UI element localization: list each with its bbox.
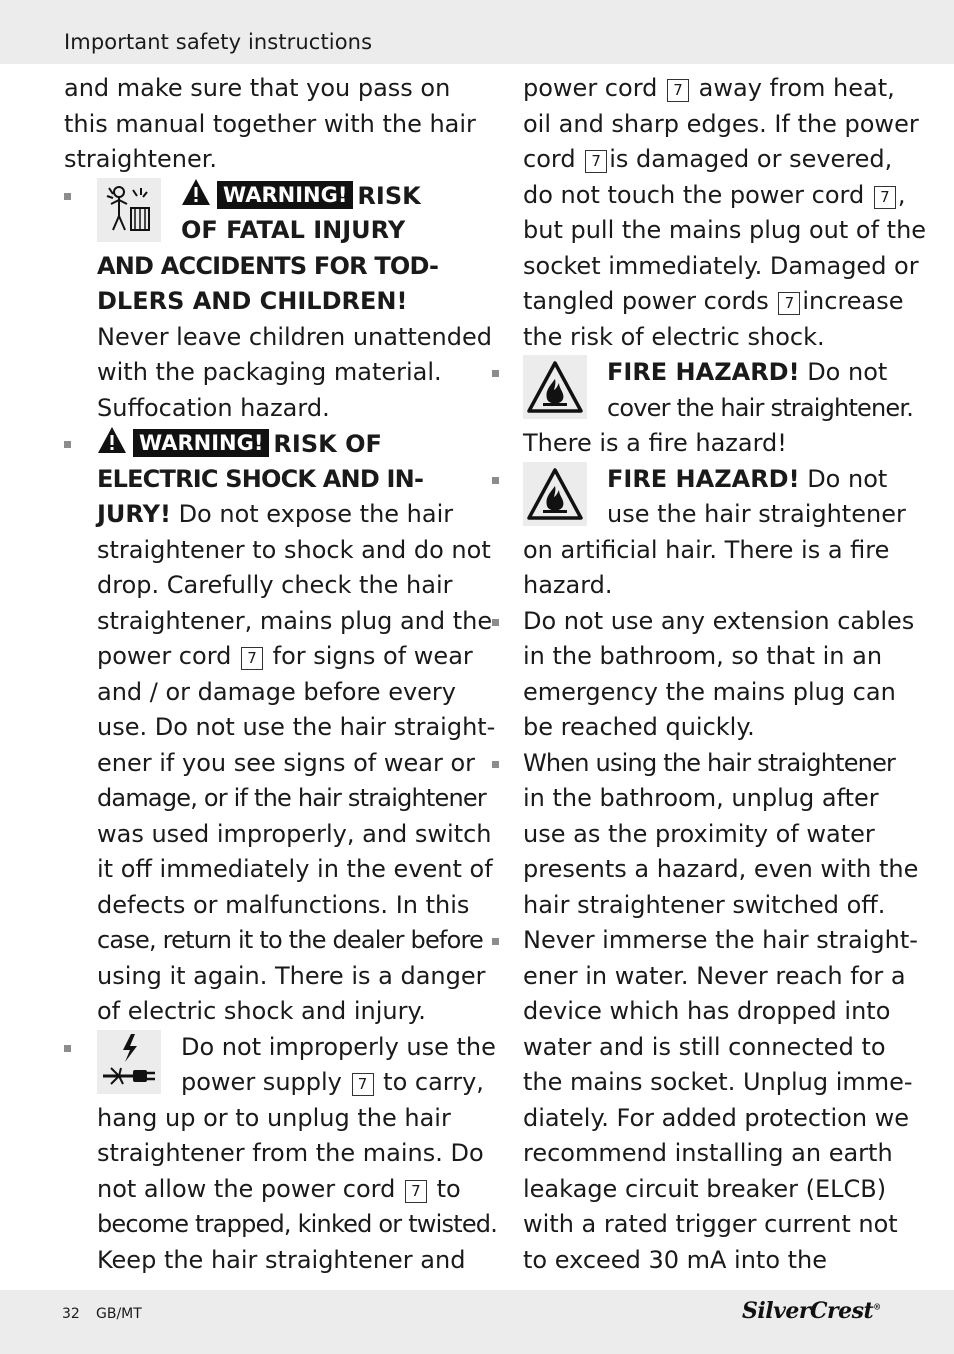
- brand-logo: [742, 1298, 881, 1324]
- language-code: GB/MT: [96, 1306, 142, 1322]
- text-line: the risk of electric shock.: [523, 322, 825, 351]
- text-span: Never immerse the hair straight-: [523, 926, 918, 954]
- reference-number: 7: [405, 1180, 427, 1203]
- text-span: Do not: [807, 464, 888, 493]
- text-line: use. Do not use the hair straight-: [97, 713, 496, 741]
- text-line: straightener, mains plug and the: [97, 606, 493, 635]
- text-line: [64, 1065, 484, 1101]
- warning-heading: RISK: [357, 181, 421, 210]
- text-line: straightener from the mains. Do: [97, 1139, 484, 1167]
- text-line: emergency the mains plug can: [523, 677, 896, 706]
- text-line: this manual together with the hair: [64, 109, 476, 138]
- text-line: become trapped, kinked or twisted.: [97, 1210, 498, 1238]
- reference-number: 7: [874, 186, 896, 209]
- text-line: using it again. There is a danger: [97, 961, 486, 990]
- text-line: case, return it to the dealer before: [97, 926, 483, 954]
- text-line: to exceed 30 mA into the: [523, 1245, 828, 1274]
- text-line: in the bathroom, unplug after: [523, 784, 879, 812]
- text-line: ener in water. Never reach for a: [523, 961, 906, 990]
- text-line: with the packaging material.: [97, 358, 442, 386]
- warning-badge: WARNING!: [217, 181, 353, 209]
- text-line: socket immediately. Damaged or: [523, 251, 919, 280]
- text-line: use as the proximity of water: [523, 819, 875, 848]
- text-span: increase: [802, 287, 904, 315]
- warning-triangle-icon: [97, 426, 127, 454]
- text-line: [523, 355, 893, 391]
- text-line: [523, 923, 918, 959]
- text-span: Do not improperly use the: [181, 1032, 496, 1061]
- text-line: leakage circuit breaker (ELCB): [523, 1174, 887, 1203]
- warning-heading-line: [64, 178, 464, 214]
- bullet-icon: [492, 938, 499, 945]
- text-line: ener if you see signs of wear or: [97, 748, 476, 777]
- text-line: defects or malfunctions. In this: [97, 890, 470, 919]
- text-span: tangled power cords: [523, 287, 769, 315]
- text-line: but pull the mains plug out of the: [523, 216, 927, 244]
- text-line: straightener.: [64, 145, 218, 173]
- warning-heading: ELECTRIC SHOCK AND IN-: [97, 464, 424, 493]
- text-line: Keep the hair straightener and: [97, 1245, 466, 1274]
- text-line: the mains socket. Unplug imme-: [523, 1068, 913, 1096]
- text-span: Do not use any extension cables: [523, 606, 915, 635]
- text-line: [64, 1172, 464, 1208]
- bullet-icon: [64, 441, 71, 448]
- text-line: Never leave children unattended: [97, 322, 493, 351]
- text-line: [523, 71, 893, 107]
- reference-number: 7: [352, 1073, 374, 1096]
- bullet-icon: [64, 193, 71, 200]
- bullet-icon: [492, 761, 499, 768]
- text-span: cord: [523, 145, 576, 173]
- warning-heading: JURY!: [97, 500, 171, 528]
- text-span: do not touch the power cord: [523, 180, 865, 209]
- text-line: water and is still connected to: [523, 1032, 886, 1061]
- warning-badge: WARNING!: [133, 429, 269, 457]
- text-line: and / or damage before every: [97, 677, 457, 706]
- text-span: for signs of wear: [272, 642, 473, 670]
- text-line: There is a fire hazard!: [523, 429, 787, 457]
- warning-heading: DLERS AND CHILDREN!: [97, 287, 408, 315]
- reference-number: 7: [585, 150, 607, 173]
- warning-heading-line: [64, 426, 464, 462]
- text-line: [523, 284, 904, 320]
- text-line: [64, 639, 473, 675]
- text-line: [523, 604, 915, 640]
- text-line: presents a hazard, even with the: [523, 855, 919, 883]
- text-line: was used improperly, and switch: [97, 819, 492, 848]
- text-line: it off immediately in the event of: [97, 855, 493, 883]
- text-span: to: [436, 1174, 461, 1203]
- text-line: straightener to shock and do not: [97, 535, 491, 564]
- text-line: and make sure that you pass on: [64, 74, 451, 102]
- text-line: with a rated trigger current not: [523, 1210, 898, 1238]
- text-line: oil and sharp edges. If the power: [523, 109, 919, 138]
- text-line: recommend installing an earth: [523, 1139, 893, 1167]
- text-line: hang up or to unplug the hair: [97, 1103, 451, 1132]
- warning-heading: OF FATAL INJURY: [181, 216, 406, 244]
- fire-hazard-heading: FIRE HAZARD!: [607, 464, 800, 493]
- text-line: damage, or if the hair straightener: [97, 784, 486, 812]
- text-line: of electric shock and injury.: [97, 997, 426, 1025]
- text-span: power supply: [181, 1068, 342, 1096]
- text-line: drop. Carefully check the hair: [97, 571, 453, 599]
- text-span: power cord: [523, 74, 658, 102]
- text-span: is damaged or severed,: [609, 145, 893, 173]
- warning-heading: AND ACCIDENTS FOR TOD-: [97, 251, 439, 280]
- registered-mark: ®: [873, 1301, 881, 1312]
- text-span: away from heat,: [698, 74, 895, 102]
- text-span: power cord: [97, 642, 232, 670]
- text-span: When using the hair straightener: [523, 748, 896, 777]
- brand-name: SilverCrest: [742, 1298, 874, 1324]
- reference-number: 7: [667, 79, 689, 102]
- bullet-icon: [64, 1045, 71, 1052]
- text-line: [523, 178, 906, 214]
- text-line: use the hair straightener: [607, 500, 906, 528]
- right-column: [523, 71, 927, 1278]
- text-line: on artificial hair. There is a fire: [523, 535, 890, 564]
- bullet-icon: [492, 370, 499, 377]
- text-line: in the bathroom, so that in an: [523, 642, 883, 670]
- warning-heading: RISK OF: [273, 430, 382, 458]
- page-number: 32: [62, 1306, 80, 1322]
- text-span: Do not expose the hair: [178, 500, 454, 528]
- text-line: [523, 462, 893, 498]
- left-column: [64, 71, 498, 1278]
- bullet-icon: [492, 619, 499, 626]
- fire-hazard-heading: FIRE HAZARD!: [607, 358, 800, 386]
- text-line: cover the hair straightener.: [607, 393, 914, 422]
- text-line: Suffocation hazard.: [97, 393, 330, 422]
- text-line: [523, 746, 896, 782]
- text-line: diately. For added protection we: [523, 1103, 910, 1132]
- text-line: device which has dropped into: [523, 997, 891, 1025]
- text-span: not allow the power cord: [97, 1174, 396, 1203]
- reference-number: 7: [241, 647, 263, 670]
- text-span: to carry,: [383, 1068, 484, 1096]
- text-line: be reached quickly.: [523, 713, 755, 741]
- text-span: ,: [897, 180, 906, 209]
- text-span: Do not: [807, 358, 888, 386]
- reference-number: 7: [778, 292, 800, 315]
- section-title: Important safety instructions: [64, 30, 373, 54]
- text-line: [64, 497, 464, 533]
- text-line: [523, 142, 893, 178]
- warning-triangle-icon: [181, 178, 211, 206]
- bullet-icon: [492, 477, 499, 484]
- text-line: hair straightener switched off.: [523, 890, 886, 919]
- text-line: hazard.: [523, 571, 613, 599]
- text-line: [64, 1030, 496, 1066]
